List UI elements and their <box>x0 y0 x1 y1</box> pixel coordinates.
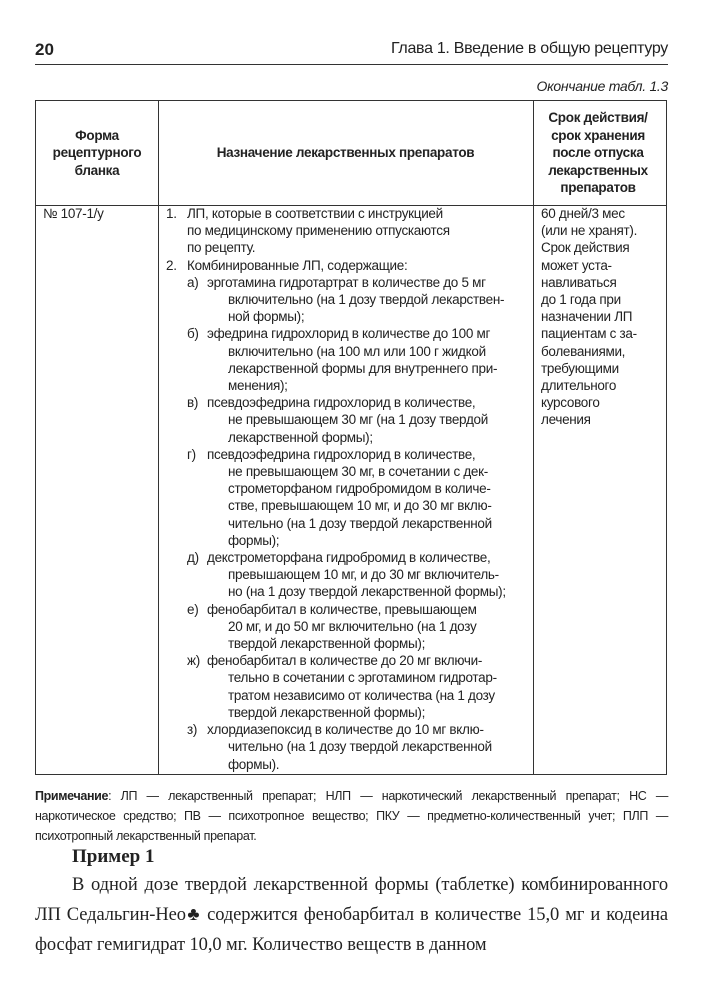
purpose-line <box>166 704 506 721</box>
purpose-line-text: эфедрина гидрохлорид в количестве до 100 мг <box>207 326 491 342</box>
list-marker: 1. <box>166 206 177 221</box>
purpose-line <box>166 549 506 566</box>
validity-line: 60 дней/3 мес <box>541 206 625 221</box>
purpose-line-text: псевдоэфедрина гидрохлорид в количестве, <box>207 446 476 462</box>
purpose-line <box>166 618 506 635</box>
purpose-line-text: Комбинированные ЛП, содержащие: <box>187 257 408 273</box>
purpose-line-text: чительно (на 1 дозу твердой лекарственной <box>228 515 492 531</box>
validity-line: длительного <box>541 378 617 394</box>
purpose-line <box>166 308 506 325</box>
purpose-line <box>166 257 506 274</box>
purpose-line <box>166 583 506 600</box>
purpose-line-text: строметорфаном гидробромидом в количе- <box>228 481 491 497</box>
purpose-line <box>166 635 506 652</box>
purpose-line <box>166 652 506 669</box>
validity-cell <box>541 205 637 429</box>
table-note <box>35 786 668 846</box>
validity-line: до 1 года при <box>541 292 621 308</box>
purpose-line <box>166 687 506 704</box>
purpose-line <box>166 566 506 583</box>
list-marker: б) <box>187 326 199 342</box>
purpose-line-text: хлордиазепоксид в количестве до 10 мг вклю- <box>207 722 484 738</box>
purpose-line-text: лекарственной формы); <box>228 429 373 445</box>
prescription-table <box>35 100 667 775</box>
purpose-line-text: лекарственной формы для внутреннего при- <box>228 360 498 376</box>
purpose-line <box>166 394 506 411</box>
purpose-line-text: формы); <box>228 532 280 548</box>
purpose-line-text: 20 мг, и до 50 мг включительно (на 1 дозу <box>228 618 477 634</box>
purpose-line <box>166 756 506 773</box>
purpose-line-text: не превышающем 30 мг, в сочетании с дек- <box>228 464 488 480</box>
validity-line: назначении ЛП <box>541 309 633 325</box>
validity-line: навливаться <box>541 274 617 290</box>
purpose-line-text: фенобарбитал в количестве, превышающем <box>207 601 477 617</box>
list-marker: 2. <box>166 257 177 273</box>
purpose-line-text: превышающем 10 мг, и до 30 мг включитель- <box>228 567 499 583</box>
purpose-line-text: но (на 1 дозу твердой лекарственной формы); <box>228 584 506 600</box>
purpose-line-text: по медицинскому применению отпускаются <box>187 223 450 239</box>
purpose-line-text: твердой лекарственной формы); <box>228 636 426 652</box>
purpose-line <box>166 239 506 256</box>
purpose-line <box>166 601 506 618</box>
list-marker: в) <box>187 395 199 411</box>
purpose-line-text: фенобарбитал в количестве до 20 мг включи- <box>207 653 483 669</box>
note-label: Примечание <box>35 789 109 803</box>
purpose-line <box>166 738 506 755</box>
purpose-line <box>166 515 506 532</box>
purpose-line <box>166 205 506 222</box>
validity-line: лечения <box>541 412 591 428</box>
purpose-line-text: ЛП, которые в соответствии с инструкцией <box>187 206 443 221</box>
purpose-line <box>166 274 506 291</box>
purpose-line <box>166 497 506 514</box>
table-caption: Окончание табл. 1.3 <box>536 78 668 94</box>
purpose-cell <box>166 205 506 773</box>
purpose-line-text: эрготамина гидротартрат в количестве до 5 мг <box>207 274 486 290</box>
purpose-line <box>166 377 506 394</box>
column-divider <box>533 101 534 774</box>
validity-line: болеваниями, <box>541 343 626 359</box>
purpose-line <box>166 669 506 686</box>
purpose-line-text: не превышающем 30 мг (на 1 дозу твердой <box>228 412 488 428</box>
purpose-line <box>166 325 506 342</box>
purpose-line-text: тратом независимо от количества (на 1 дозу <box>228 687 495 703</box>
purpose-line-text: тельно в сочетании с эрготамином гидротар- <box>228 670 497 686</box>
chapter-title: Глава 1. Введение в общую рецептуру <box>390 40 668 57</box>
header-validity: Срок действия/ срок хранения после отпуска лекарственных препаратов <box>548 110 648 196</box>
purpose-line-text: ной формы); <box>228 309 305 325</box>
purpose-line-text: включительно (на 100 мл или 100 г жидкой <box>228 343 486 359</box>
purpose-line <box>166 291 506 308</box>
list-marker: а) <box>187 274 199 290</box>
validity-line: (или не хранят). <box>541 223 638 239</box>
list-marker: г) <box>187 446 196 462</box>
purpose-line-text: включительно (на 1 дозу твердой лекарствен- <box>228 292 505 308</box>
note-text: : ЛП — лекарственный препарат; НЛП — наркотический лекарственный препарат; НС — наркотическое средство; ПВ — психотропное вещество; ПКУ — предметно-количественный учет; ПЛП — психотропный лекарственный препарат. <box>35 789 668 843</box>
purpose-line-text: по рецепту. <box>187 240 256 256</box>
example-heading: Пример 1 <box>72 846 155 867</box>
purpose-line-text: декстрометорфана гидробромид в количестве, <box>207 550 491 566</box>
purpose-line <box>166 480 506 497</box>
page-number: 20 <box>35 40 54 59</box>
purpose-line <box>166 721 506 738</box>
purpose-line-text: псевдоэфедрина гидрохлорид в количестве, <box>207 395 476 411</box>
example-text: В одной дозе твердой лекарственной формы (таблетке) комбинированного ЛП Седальгин-Нео♣ содержится фенобарбитал в количестве 15,0 мг и кодеина фосфат гемигидрат 10,0 мг. Количество веществ в данном <box>35 875 668 955</box>
validity-line: требующими <box>541 360 619 376</box>
validity-line: может уста- <box>541 257 612 273</box>
list-marker: д) <box>187 550 199 566</box>
purpose-line-text: стве, превышающем 10 мг, и до 30 мг вклю- <box>228 498 492 514</box>
purpose-line <box>166 429 506 446</box>
purpose-line <box>166 463 506 480</box>
validity-line: курсового <box>541 395 600 411</box>
purpose-line-text: твердой лекарственной формы); <box>228 704 426 720</box>
form-cell: № 107-1/у <box>43 206 104 221</box>
purpose-line <box>166 360 506 377</box>
header-form: Форма рецептурного бланка <box>52 127 142 178</box>
purpose-line-text: чительно (на 1 дозу твердой лекарственной <box>228 739 492 755</box>
purpose-line-text: формы). <box>228 756 280 772</box>
purpose-line <box>166 532 506 549</box>
header-rule <box>35 64 668 65</box>
validity-line: Срок действия <box>541 240 630 256</box>
purpose-line <box>166 222 506 239</box>
list-marker: ж) <box>187 653 200 669</box>
purpose-line <box>166 411 506 428</box>
list-marker: е) <box>187 601 199 617</box>
validity-line: пациентам с за- <box>541 326 637 342</box>
purpose-line <box>166 343 506 360</box>
list-marker: з) <box>187 722 198 738</box>
purpose-line <box>166 446 506 463</box>
header-purpose: Назначение лекарственных препаратов <box>216 145 475 161</box>
purpose-line-text: менения); <box>228 378 288 394</box>
